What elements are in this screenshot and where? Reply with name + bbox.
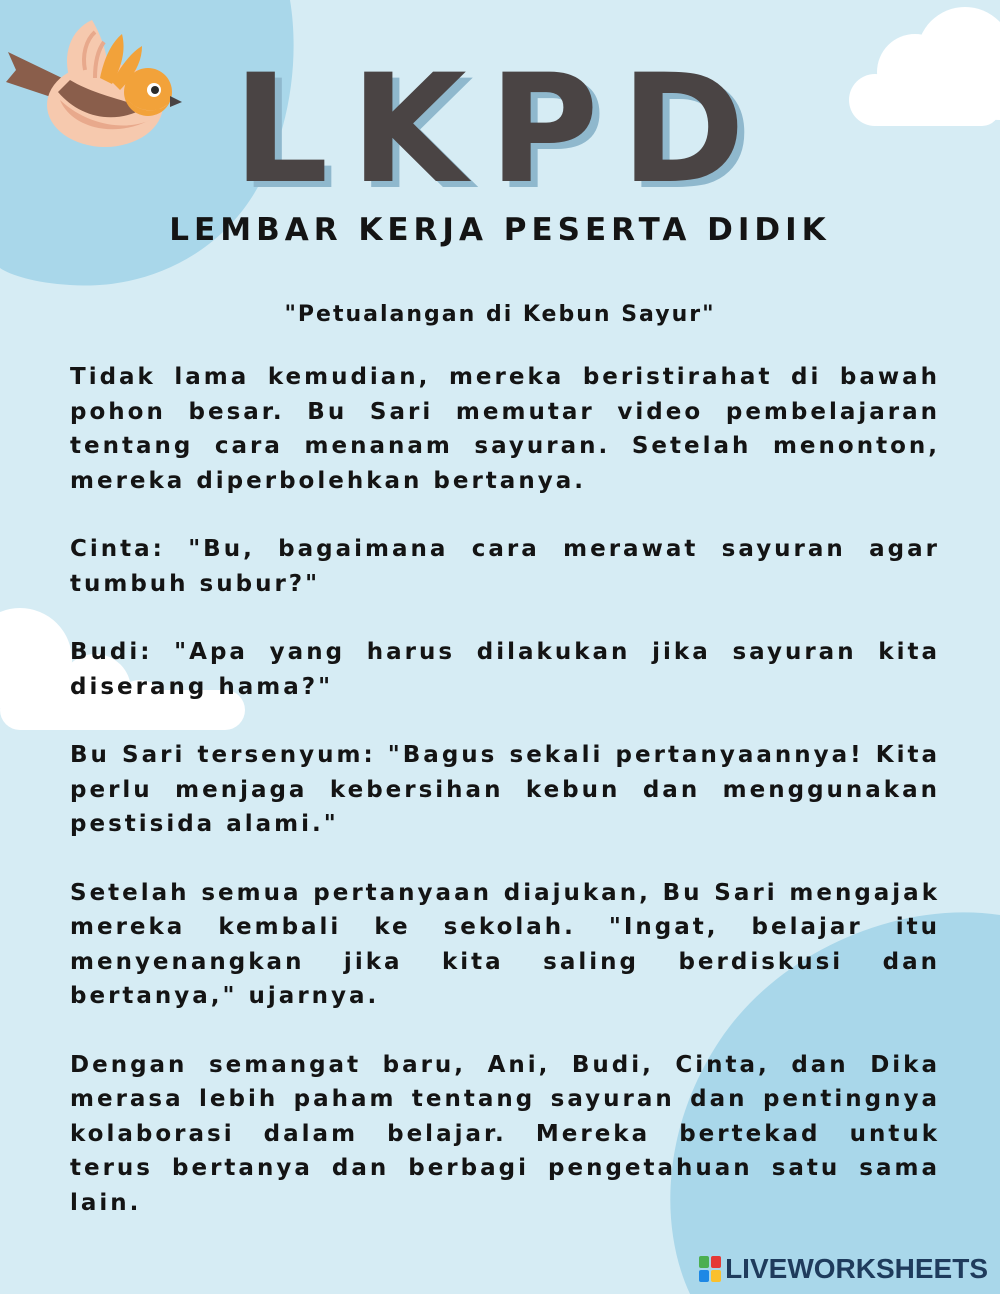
- page-subtitle: LEMBAR KERJA PESERTA DIDIK: [169, 212, 831, 248]
- story-paragraph: Bu Sari tersenyum: "Bagus sekali pertanyaannya! Kita perlu menjaga kebersihan kebun dan menggunakan pestisida alami.": [70, 742, 940, 837]
- story-paragraph: Tidak lama kemudian, mereka beristirahat di bawah pohon besar. Bu Sari memutar video pembelajaran tentang cara menanam sayuran. Setelah menonton, mereka diperbolehkan bertanya.: [70, 364, 940, 494]
- story-paragraph: Dengan semangat baru, Ani, Budi, Cinta, dan Dika merasa lebih paham tentang sayuran dan pentingnya kolaborasi dalam belajar. Mereka bertekad untuk terus bertanya dan berbagi pengetahuan satu sama lain.: [70, 1051, 940, 1216]
- story-title: "Petualangan di Kebun Sayur": [284, 302, 716, 327]
- story-content: [70, 360, 940, 1254]
- story-paragraph: Cinta: "Bu, bagaimana cara merawat sayuran agar tumbuh subur?": [70, 536, 940, 597]
- brand-name: LIVEWORKSHEETS: [725, 1253, 988, 1284]
- footer-brand[interactable]: [699, 1252, 988, 1286]
- page-title: LKPD: [232, 43, 768, 217]
- liveworksheets-logo-icon: [699, 1256, 721, 1282]
- story-paragraph: Budi: "Apa yang harus dilakukan jika sayuran kita diserang hama?": [70, 639, 940, 700]
- story-paragraph: Setelah semua pertanyaan diajukan, Bu Sari mengajak mereka kembali ke sekolah. "Ingat, belajar itu menyenangkan jika kita saling berdiskusi dan bertanya," ujarnya.: [70, 879, 940, 1009]
